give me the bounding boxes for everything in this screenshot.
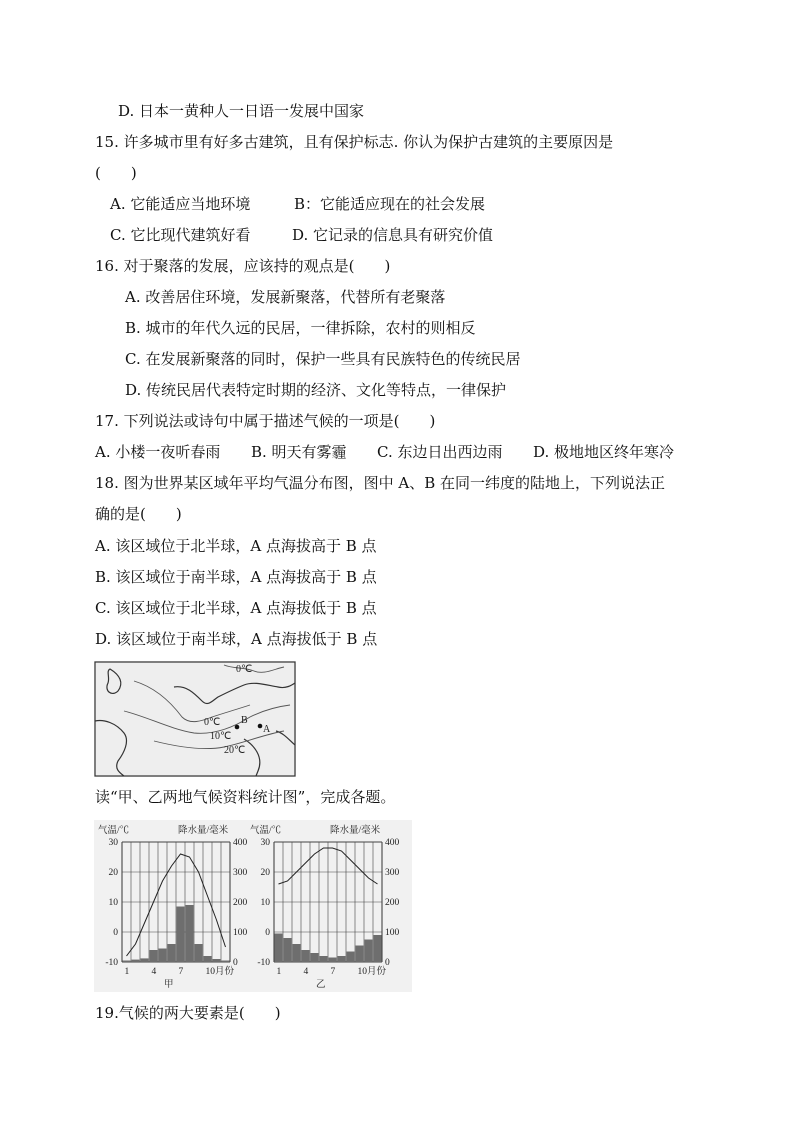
q16-option-b: B. 城市的年代久远的民居，一律拆除，农村的则相反 xyxy=(125,319,476,337)
chart-a-precip-tick: 100 xyxy=(233,928,248,938)
chart-a-x-tick: 4 xyxy=(151,967,157,977)
chart-b-temp-axis-label: 气温/℃ xyxy=(250,826,282,836)
isotherm-map-svg xyxy=(94,661,296,777)
chart-a-temp-tick: -10 xyxy=(105,958,118,968)
chart-b-x-tick: 4 xyxy=(303,967,309,977)
chart-a-precip-bar xyxy=(168,944,176,962)
q15-stem: 15. 许多城市里有好多古建筑，且有保护标志. 你认为保护古建筑的主要原因是 xyxy=(95,133,614,151)
label-point-b: B xyxy=(241,715,248,726)
chart-a-x-tick: 1 xyxy=(124,967,130,977)
chart-a-x-tick: 7 xyxy=(178,967,184,977)
chart-b-precip-bar xyxy=(302,950,310,962)
q17-option-b: B. 明天有雾霾 xyxy=(251,443,347,461)
chart-b-precip-bar xyxy=(293,944,301,962)
chart-b-precip-bar xyxy=(365,940,373,963)
label-0c-top: 0℃ xyxy=(236,664,253,675)
chart-a-temp-tick: 10 xyxy=(108,898,118,908)
chart-b-temp-tick: -10 xyxy=(257,958,270,968)
chart-b-precip-bar xyxy=(338,956,346,962)
label-10c: 10℃ xyxy=(210,731,232,742)
q16-stem: 16. 对于聚落的发展，应该持的观点是( ) xyxy=(95,257,391,275)
chart-b-precip-tick: 300 xyxy=(385,868,400,878)
q17-options xyxy=(95,442,674,462)
q16-option-a: A. 改善居住环境，发展新聚落，代替所有老聚落 xyxy=(125,288,446,306)
isotherm-map xyxy=(94,661,296,777)
q14-option-d: D. 日本一黄种人一日语一发展中国家 xyxy=(118,102,365,120)
chart-a-precip-bar xyxy=(132,960,140,962)
chart-b-precip-tick: 0 xyxy=(385,958,390,968)
chart-a-precip-bar xyxy=(213,959,221,962)
point-b-marker xyxy=(235,725,240,730)
chart-b-precip-tick: 200 xyxy=(385,898,400,908)
chart-b-temp-tick: 30 xyxy=(260,838,270,848)
q18-option-a: A. 该区域位于北半球，A 点海拔高于 B 点 xyxy=(95,537,377,555)
chart-a-precip-bar xyxy=(177,907,185,963)
climate-intro: 读“甲、乙两地气候资料统计图”，完成各题。 xyxy=(95,788,396,806)
chart-a-precip-bar xyxy=(195,944,203,962)
chart-a-precip-tick: 300 xyxy=(233,868,248,878)
chart-b-temp-tick: 0 xyxy=(265,928,270,938)
chart-b-temp-tick: 10 xyxy=(260,898,270,908)
chart-b-precip-bar xyxy=(347,952,355,963)
q17-option-c: C. 东边日出西边雨 xyxy=(377,443,503,461)
q18-option-d: D. 该区域位于南半球，A 点海拔低于 B 点 xyxy=(95,630,378,648)
chart-a-precip-bar xyxy=(150,950,158,962)
chart-a-precip-bar xyxy=(204,956,212,962)
chart-b-panel-label: 乙 xyxy=(316,980,326,990)
chart-a-precip-tick: 400 xyxy=(233,838,248,848)
chart-a-temp-axis-label: 气温/℃ xyxy=(98,826,130,836)
chart-a-precip-bar xyxy=(159,949,167,963)
label-0c: 0℃ xyxy=(204,717,221,728)
chart-a-temp-tick: 30 xyxy=(108,838,118,848)
q17-option-a: A. 小楼一夜听春雨 xyxy=(95,443,221,461)
chart-a-x-tick: 10月份 xyxy=(205,967,235,977)
q15-option-d: D. 它记录的信息具有研究价值 xyxy=(292,226,494,244)
chart-b-precip-bar xyxy=(275,934,283,963)
chart-b-precip-bar xyxy=(329,958,337,963)
q15-options-row2 xyxy=(110,225,493,245)
q18-stem-line2: 确的是( ) xyxy=(95,505,182,523)
chart-a-precip-tick: 0 xyxy=(233,958,238,968)
q18-option-c: C. 该区域位于北半球，A 点海拔低于 B 点 xyxy=(95,599,377,617)
chart-a-precip-bar xyxy=(186,905,194,962)
chart-b-temp-tick: 20 xyxy=(260,868,270,878)
q15-option-c: C. 它比现代建筑好看 xyxy=(110,226,251,244)
climate-charts xyxy=(94,820,412,992)
q17-stem: 17. 下列说法或诗句中属于描述气候的一项是( ) xyxy=(95,412,436,430)
chart-b-x-tick: 10月份 xyxy=(357,967,387,977)
q15-option-b: B：它能适应现在的社会发展 xyxy=(294,195,486,213)
chart-b-precip-axis-label: 降水量/毫米 xyxy=(330,826,381,836)
q18-stem-line1: 18. 图为世界某区域年平均气温分布图，图中 A、B 在同一纬度的陆地上，下列说法正 xyxy=(95,474,666,492)
chart-a-panel-label: 甲 xyxy=(164,980,174,990)
chart-a-precip-bar xyxy=(123,961,131,963)
chart-b-precip-bar xyxy=(311,953,319,962)
chart-b-x-tick: 1 xyxy=(276,967,282,977)
chart-b-precip-bar xyxy=(374,935,382,962)
chart-b-precip-tick: 400 xyxy=(385,838,400,848)
q16-option-c: C. 在发展新聚落的同时，保护一些具有民族特色的传统民居 xyxy=(125,350,521,368)
chart-a-temp-tick: 0 xyxy=(113,928,118,938)
chart-b-x-tick: 7 xyxy=(330,967,336,977)
chart-b-precip-bar xyxy=(320,956,328,962)
point-a-marker xyxy=(258,724,263,729)
map-frame xyxy=(95,662,295,776)
chart-a-precip-bar xyxy=(222,961,230,963)
climate-charts-svg xyxy=(94,820,412,992)
chart-b-precip-bar xyxy=(356,946,364,963)
q18-option-b: B. 该区域位于南半球，A 点海拔高于 B 点 xyxy=(95,568,377,586)
chart-a-precip-tick: 200 xyxy=(233,898,248,908)
chart-a-temp-tick: 20 xyxy=(108,868,118,878)
chart-a-precip-bar xyxy=(141,958,149,962)
q19-stem: 19.气候的两大要素是( ) xyxy=(95,1004,281,1022)
chart-b-precip-bar xyxy=(284,938,292,962)
label-20c: 20℃ xyxy=(224,745,246,756)
q15-option-a: A. 它能适应当地环境 xyxy=(110,195,251,213)
q15-answer-paren: ( ) xyxy=(95,164,137,182)
chart-b-precip-tick: 100 xyxy=(385,928,400,938)
chart-a-precip-axis-label: 降水量/毫米 xyxy=(178,826,229,836)
label-point-a: A xyxy=(263,724,271,735)
q17-option-d: D. 极地地区终年寒冷 xyxy=(533,443,675,461)
q15-options-row1 xyxy=(110,194,485,214)
q16-option-d: D. 传统民居代表特定时期的经济、文化等特点，一律保护 xyxy=(125,381,507,399)
